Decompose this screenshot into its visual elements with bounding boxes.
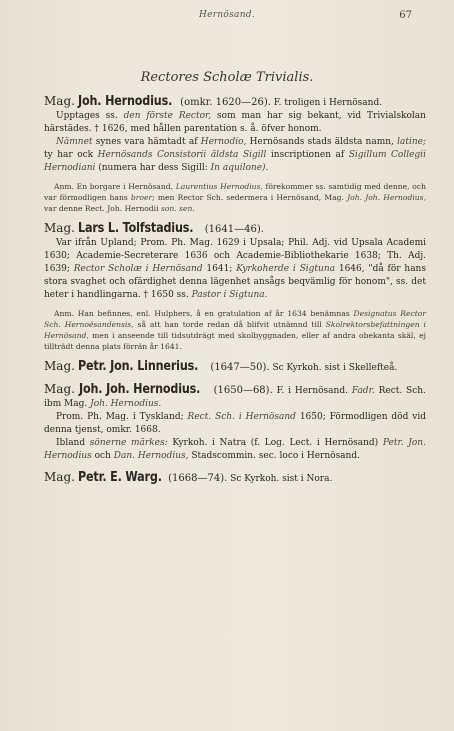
entry-note bbox=[44, 181, 426, 214]
text-run: (numera har dess Sigill: bbox=[98, 163, 208, 173]
italic-run: Pastor i Sigtuna. bbox=[191, 290, 268, 300]
entry-hernodius-1 bbox=[44, 95, 426, 214]
entry-paragraph bbox=[44, 136, 426, 175]
text-run: 1650; Förmodligen död vid denna tjenst, omkr. 1668. bbox=[44, 412, 426, 435]
entry-name: Petr. E. Warg. bbox=[77, 470, 162, 485]
italic-run: Hernösands Consistorii äldsta Sigill bbox=[97, 150, 267, 160]
italic-run: Designatus Rector Sch. Hernoësandensis, bbox=[44, 309, 426, 329]
text-run: förekommer ss. samtidig med denne, och var förmodligen hans bbox=[44, 182, 426, 202]
text-run: var denne Rect. Joh. Hernodii bbox=[44, 204, 159, 213]
entry-note bbox=[44, 308, 426, 352]
entry-title: Mag. bbox=[44, 221, 75, 235]
italic-run: Hernodio, bbox=[200, 137, 247, 147]
entry-heading-rest: Sc Kyrkoh. sist bbox=[272, 363, 341, 373]
text-run: Ibland bbox=[56, 438, 86, 448]
text-run: 1641; bbox=[206, 264, 233, 274]
text-run: Var ifrån Upland; Prom. Ph. Mag. 1629 i Upsala; Phil. Adj. vid Upsala Academi 1630; Academie-Secreterare 1636 och Academie-Bibliothekarie 1638; Th. Adj. 1639; bbox=[44, 238, 426, 274]
italic-run: In aquilone). bbox=[210, 163, 269, 173]
entry-linnerius bbox=[44, 360, 426, 375]
entry-years: (omkr. 1620—26). bbox=[180, 97, 271, 108]
italic-run: Nämnet bbox=[56, 137, 93, 147]
italic-run: Rector Scholæ i Hernösand bbox=[73, 264, 203, 274]
entry-heading-line2: i Skellefteå. bbox=[343, 363, 398, 373]
italic-run: sönerne märkes: bbox=[89, 438, 168, 448]
entry-heading-rest: F. i Hernösand. bbox=[276, 386, 348, 396]
entry-years: (1641—46). bbox=[204, 224, 264, 235]
italic-run: latine; bbox=[397, 137, 426, 147]
italic-run: Fadr. bbox=[351, 386, 375, 396]
entry-heading bbox=[44, 471, 426, 486]
text-run: Anm. Han befinnes, enl. Hulphers, å en gratulation af år 1634 benämnas bbox=[54, 309, 350, 318]
text-run: och bbox=[94, 451, 111, 461]
italic-run: Joh. Joh. Hernodius, bbox=[347, 193, 426, 202]
text-run: Upptages ss. bbox=[56, 111, 118, 121]
entry-years: (1650—68). bbox=[213, 385, 273, 396]
entry-years: (1647—50). bbox=[210, 362, 270, 373]
entry-heading bbox=[44, 95, 426, 110]
italic-run: Laurentius Hernodius, bbox=[175, 182, 263, 191]
text-run: synes vara hämtadt af bbox=[95, 137, 198, 147]
entry-title: Mag. bbox=[44, 470, 75, 484]
text-run: Rect. Sch. ibm Mag. bbox=[44, 386, 426, 409]
running-title: Hernösand. bbox=[198, 10, 256, 20]
entry-name: Joh. Joh. Hernodius. bbox=[78, 382, 201, 397]
italic-run: son. sen. bbox=[160, 204, 195, 213]
section-title: Rectores Scholæ Trivialis. bbox=[140, 70, 314, 85]
entry-heading-rest: F. troligen i bbox=[273, 98, 327, 108]
entry-name: Lars L. Tolfstadius. bbox=[77, 221, 194, 236]
entry-heading bbox=[44, 383, 426, 411]
text-run: inscriptionen af bbox=[270, 150, 345, 160]
text-run: 1646, "då för hans stora svaghet och ofärdighet denna lägenhet ansågs beqvämlig för honom", ss. det heter i handlingarna. † 1650 ss. bbox=[44, 264, 426, 300]
text-run: Stadscommin. sec. loco i Hernösand. bbox=[191, 451, 360, 461]
entry-paragraph bbox=[44, 411, 426, 437]
page-number: 67 bbox=[399, 10, 412, 21]
entry-years: (1668—74). bbox=[168, 473, 228, 484]
text-run: Kyrkoh. i Natra (f. Log. Lect. i Hernösand) bbox=[172, 438, 379, 448]
entry-paragraph bbox=[44, 237, 426, 302]
entry-paragraph bbox=[44, 437, 426, 463]
entry-heading-line2: Hernösand. bbox=[328, 98, 383, 108]
entry-tolfstadius bbox=[44, 222, 426, 352]
italic-run: Rect. Sch. i Hernösand bbox=[187, 412, 296, 422]
entry-heading bbox=[44, 222, 426, 237]
italic-run: den förste Rector, bbox=[123, 111, 212, 121]
entry-warg bbox=[44, 471, 426, 486]
text-run: så att han torde redan då blifvit utnämnd till bbox=[137, 320, 322, 329]
text-run: som man har sig bekant, vid Trivialskolan härstädes. † 1626, med hållen parentation s. å. öfver honom. bbox=[44, 111, 426, 134]
entry-hernodius-2 bbox=[44, 383, 426, 463]
italic-run: Kyrkoherde i Sigtuna bbox=[236, 264, 336, 274]
italic-run: Petr. Jon. Hernodius bbox=[44, 438, 426, 461]
italic-run: Skolrektorsbefattningen i Hernösand, bbox=[44, 320, 426, 340]
running-head bbox=[0, 10, 454, 24]
italic-run: Dan. Hernodius, bbox=[113, 451, 189, 461]
text-run: Anm. En borgare i Hernösand, bbox=[54, 182, 173, 191]
text-run: men i anseende till tidsutdrägt med skolbyggnaden, eller af andra obekanta skäl, ej tillträdt denna plats förrän år 1641. bbox=[44, 331, 426, 351]
entry-paragraph bbox=[44, 110, 426, 136]
entry-heading-rest: Sc Kyrkoh. sist i Nora. bbox=[230, 474, 333, 484]
entry-name: Joh. Hernodius. bbox=[77, 94, 172, 109]
text-run: Prom. Ph. Mag. i Tyskland; bbox=[56, 412, 184, 422]
italic-run: Joh. Hernodius. bbox=[90, 399, 162, 409]
text-run: men Rector Sch. sedermera i Hernösand, Mag. bbox=[157, 193, 344, 202]
entry-title: Mag. bbox=[44, 359, 75, 373]
text-run: Hernösands stads äldsta namn, bbox=[249, 137, 394, 147]
entries-list bbox=[44, 95, 426, 494]
entry-name: Petr. Jon. Linnerius. bbox=[77, 359, 198, 374]
entry-title: Mag. bbox=[44, 94, 75, 108]
italic-run: broer; bbox=[130, 193, 155, 202]
entry-heading bbox=[44, 360, 426, 375]
italic-run: Sigillum Collegii Hernodiani bbox=[44, 150, 426, 173]
entry-title: Mag. bbox=[44, 382, 75, 396]
text-run: ty har ock bbox=[44, 150, 94, 160]
